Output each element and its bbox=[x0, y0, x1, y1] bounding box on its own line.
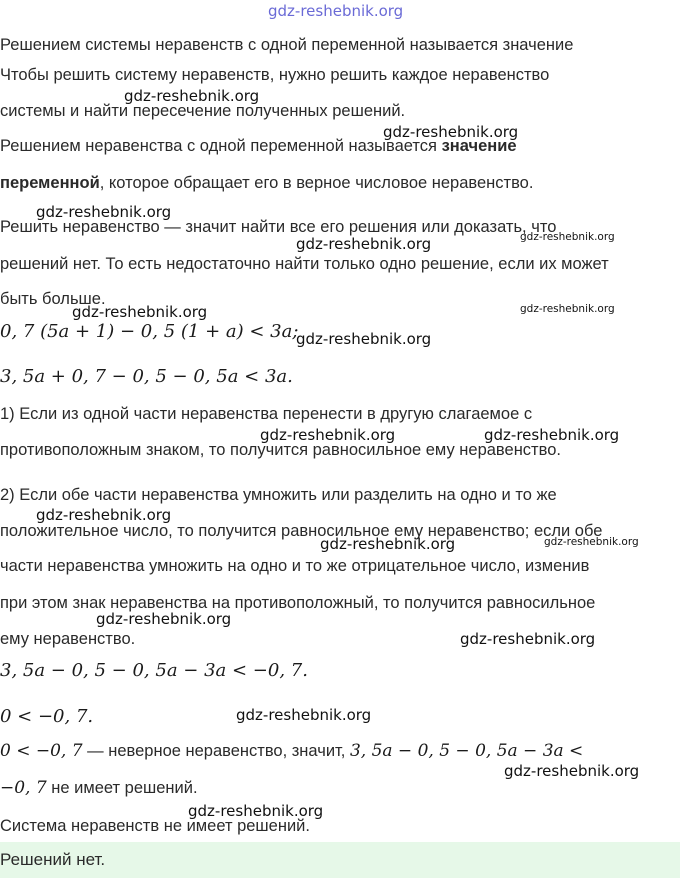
solve-line-2: решений нет. То есть недостаточно найти только одно решение, если их может bbox=[0, 255, 609, 273]
watermark: gdz-reshebnik.org bbox=[36, 203, 172, 221]
conclusion-text-2: не имеет решений. bbox=[46, 779, 198, 797]
watermark: gdz-reshebnik.org bbox=[36, 506, 172, 524]
conclusion-math-1: 0 < −0, 7 bbox=[0, 741, 83, 761]
rule2-line-5: ему неравенство. bbox=[0, 630, 136, 648]
watermark: gdz-reshebnik.org bbox=[520, 231, 615, 243]
math-inequality-1: 0, 7 (5a + 1) − 0, 5 (1 + a) < 3a; bbox=[0, 321, 299, 342]
watermark: gdz-reshebnik.org bbox=[188, 802, 324, 820]
rule1-line-1: 1) Если из одной части неравенства перенести в другую слагаемое с bbox=[0, 405, 533, 423]
watermark: gdz-reshebnik.org bbox=[296, 235, 432, 253]
conclusion-line-3: Система неравенств не имеет решений. bbox=[0, 817, 310, 835]
watermark: gdz-reshebnik.org bbox=[520, 303, 615, 315]
conclusion-text-1: — неверное неравенство, значит, bbox=[82, 742, 350, 760]
watermark: gdz-reshebnik.org bbox=[504, 762, 640, 780]
rule2-line-3: части неравенства умножить на одно и то же отрицательное число, изменив bbox=[0, 557, 590, 575]
rule-line-1: Чтобы решить систему неравенств, нужно решить каждое неравенство bbox=[0, 66, 550, 84]
watermark: gdz-reshebnik.org bbox=[383, 123, 519, 141]
rule-line-2: системы и найти пересечение полученных решений. bbox=[0, 102, 406, 120]
answer-text: Решений нет. bbox=[0, 850, 106, 869]
math-inequality-4: 0 < −0, 7. bbox=[0, 706, 94, 727]
math-inequality-3: 3, 5a − 0, 5 − 0, 5a − 3a < −0, 7. bbox=[0, 660, 308, 681]
rule1-line-2: противоположным знаком, то получится равносильное ему неравенство. bbox=[0, 441, 561, 459]
definition-bold-2: переменной bbox=[0, 174, 100, 192]
watermark: gdz-reshebnik.org bbox=[460, 630, 596, 648]
math-inequality-2: 3, 5a + 0, 7 − 0, 5 − 0, 5a < 3a. bbox=[0, 366, 293, 387]
conclusion-math-3: −0, 7 bbox=[0, 778, 47, 798]
definition-line-1: Решением системы неравенств с одной переменной называется значение bbox=[0, 36, 574, 54]
rule2-line-2: положительное число, то получится равносильное ему неравенство; если обе bbox=[0, 522, 603, 540]
watermark: gdz-reshebnik.org bbox=[296, 330, 432, 348]
watermark: gdz-reshebnik.org bbox=[236, 706, 372, 724]
definition-line-3 bbox=[0, 173, 533, 193]
definition-text-2: , которое обращает его в верное числовое неравенство. bbox=[99, 174, 534, 192]
watermark: gdz-reshebnik.org bbox=[260, 426, 396, 444]
watermark: gdz-reshebnik.org bbox=[72, 303, 208, 321]
conclusion-line-2 bbox=[0, 778, 198, 798]
top-watermark: gdz-reshebnik.org bbox=[268, 2, 404, 20]
watermark: gdz-reshebnik.org bbox=[544, 536, 639, 548]
conclusion-line-1 bbox=[0, 741, 583, 761]
watermark: gdz-reshebnik.org bbox=[484, 426, 620, 444]
rule2-line-1: 2) Если обе части неравенства умножить или разделить на одно и то же bbox=[0, 486, 557, 504]
watermark: gdz-reshebnik.org bbox=[96, 610, 232, 628]
definition-bold: значение bbox=[441, 137, 517, 155]
solve-line-3: быть больше. bbox=[0, 290, 106, 308]
watermark: gdz-reshebnik.org bbox=[124, 87, 260, 105]
solve-line-1: Решить неравенство — значит найти все его решения или доказать, что bbox=[0, 218, 557, 236]
definition-text: Решением неравенства с одной переменной называется bbox=[0, 137, 442, 155]
conclusion-math-2: 3, 5a − 0, 5 − 0, 5a − 3a < bbox=[349, 741, 584, 761]
watermark: gdz-reshebnik.org bbox=[320, 535, 456, 553]
rule2-line-4: при этом знак неравенства на противоположный, то получится равносильное bbox=[0, 594, 596, 612]
answer-box bbox=[0, 842, 680, 878]
